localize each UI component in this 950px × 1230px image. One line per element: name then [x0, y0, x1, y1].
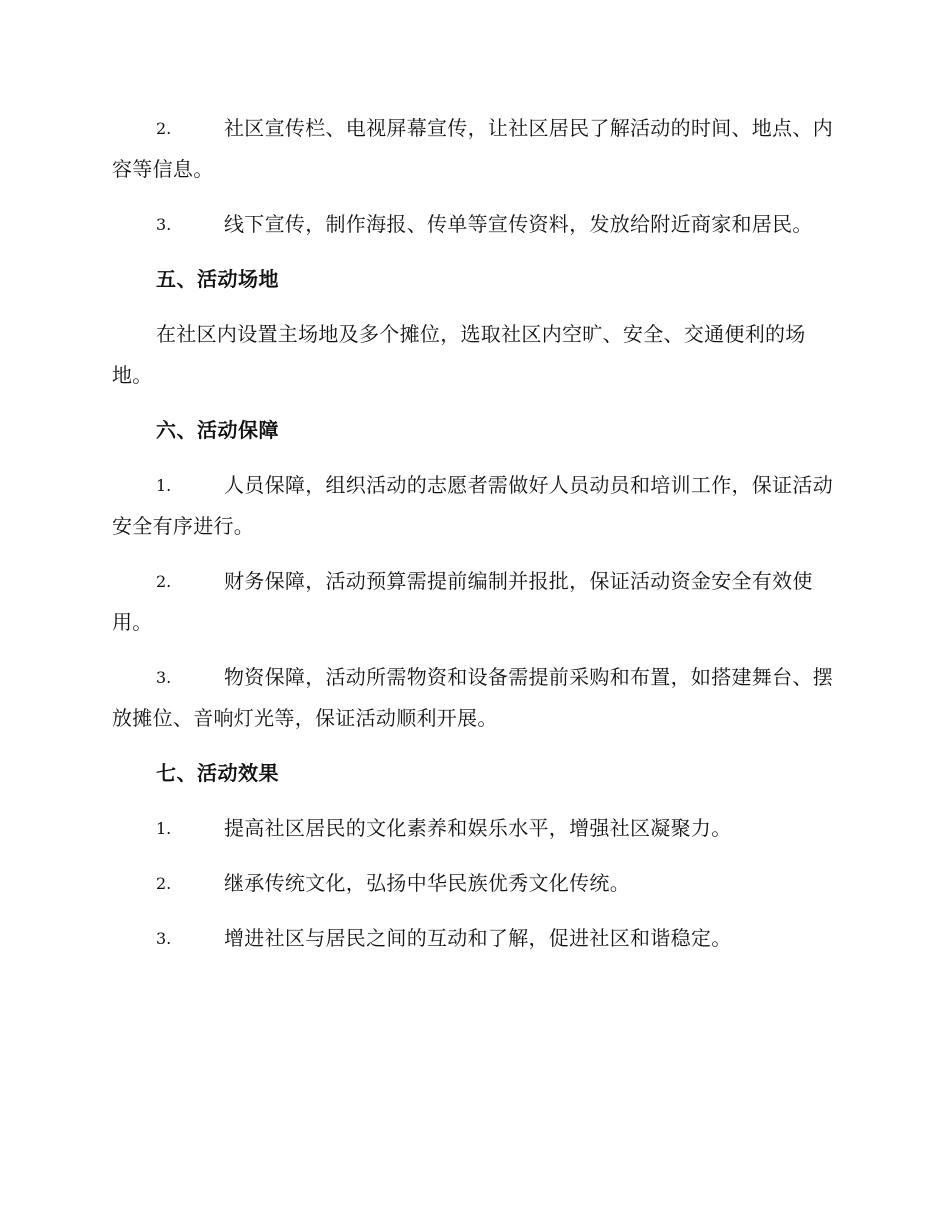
document-body: [112, 108, 836, 973]
list-number: 3.: [156, 668, 172, 687]
list-number: 2.: [156, 572, 172, 591]
section-heading-effect: 七、活动效果: [156, 761, 279, 785]
list-text: 继承传统文化，弘扬中华民族优秀文化传统。: [224, 871, 630, 895]
list-text: 线下宣传，制作海报、传单等宣传资料，发放给附近商家和居民。: [224, 212, 813, 236]
list-number: 3.: [156, 929, 172, 948]
list-item-publicity-3: [112, 204, 836, 245]
list-item-guarantee-1: [112, 465, 836, 547]
list-text: 财务保障，活动预算需提前编制并报批，保证活动资金安全有效使用。: [112, 569, 813, 634]
section-paragraph-venue: 在社区内设置主场地及多个摊位，选取社区内空旷、安全、交通便利的场地。: [112, 322, 806, 387]
list-number: 2.: [156, 874, 172, 893]
list-text: 社区宣传栏、电视屏幕宣传，让社区居民了解活动的时间、地点、内容等信息。: [112, 116, 833, 181]
list-text: 增进社区与居民之间的互动和了解，促进社区和谐稳定。: [224, 926, 732, 950]
list-item-publicity-2: [112, 108, 836, 190]
list-number: 2.: [156, 119, 172, 138]
list-number: 3.: [156, 215, 172, 234]
list-item-effect-1: [112, 808, 836, 849]
section-heading-venue: 五、活动场地: [156, 267, 279, 291]
list-item-guarantee-2: [112, 561, 836, 643]
list-number: 1.: [156, 819, 172, 838]
list-item-effect-2: [112, 863, 836, 904]
list-text: 提高社区居民的文化素养和娱乐水平，增强社区凝聚力。: [224, 816, 732, 840]
list-item-guarantee-3: [112, 657, 836, 739]
list-text: 物资保障，活动所需物资和设备需提前采购和布置，如搭建舞台、摆放摊位、音响灯光等，保证活动顺利开展。: [112, 665, 833, 730]
list-number: 1.: [156, 476, 172, 495]
section-heading-guarantee: 六、活动保障: [156, 418, 279, 442]
list-item-effect-3: [112, 918, 836, 959]
list-text: 人员保障，组织活动的志愿者需做好人员动员和培训工作，保证活动安全有序进行。: [112, 473, 833, 538]
